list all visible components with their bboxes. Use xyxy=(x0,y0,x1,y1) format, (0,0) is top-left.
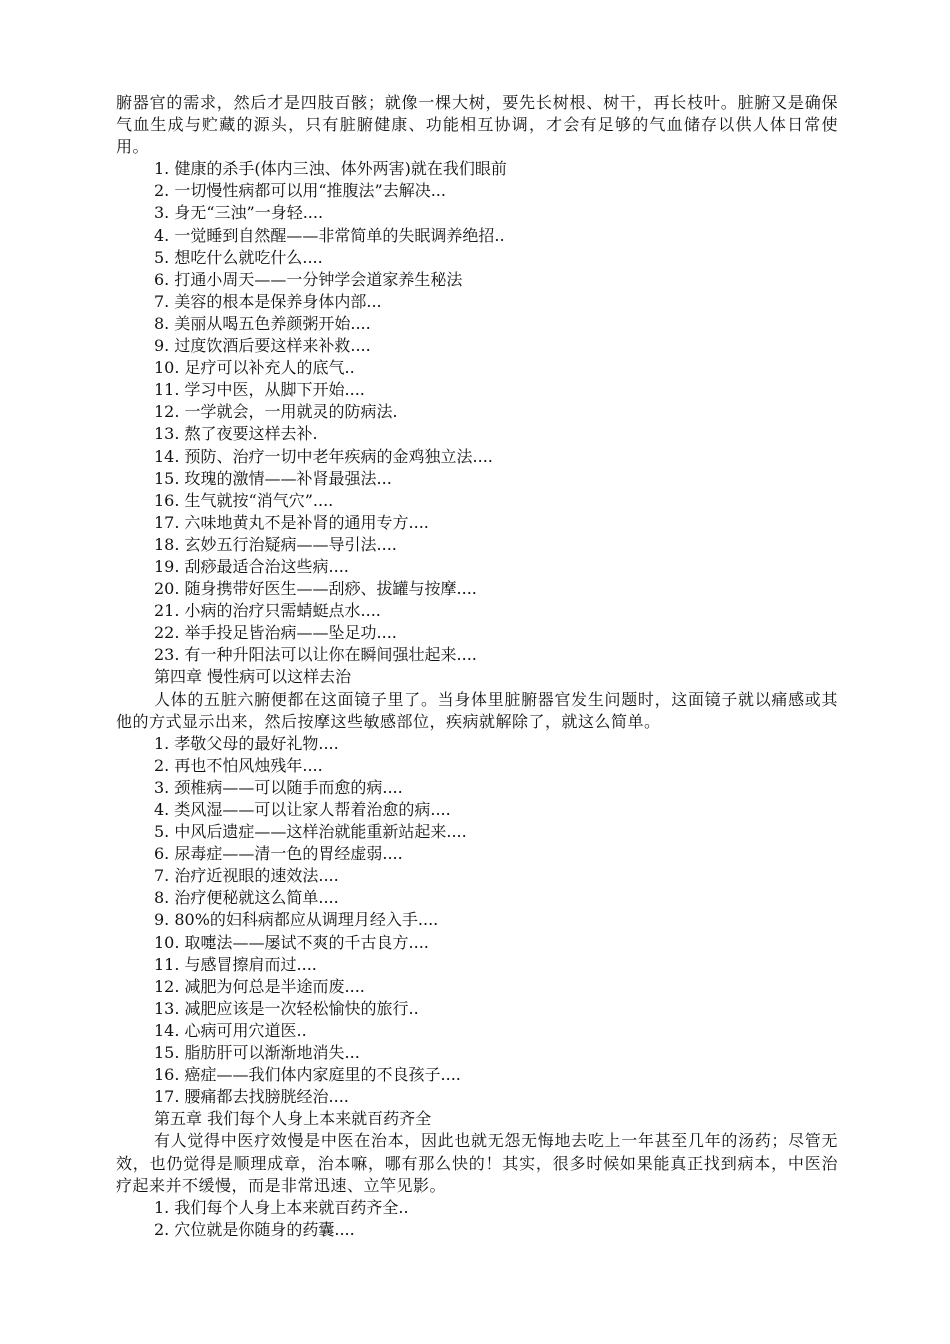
item-number: 5. xyxy=(154,247,170,267)
item-text: 熬了夜要这样去补. xyxy=(184,424,318,444)
item-text: 腰痛都去找膀胱经治.... xyxy=(184,1087,349,1107)
item-text: 取嚏法——屡试不爽的千古良方.... xyxy=(184,932,429,952)
item-text: 美容的根本是保养身体内部... xyxy=(174,291,382,311)
item-number: 10. xyxy=(154,932,180,952)
item-text: 小病的治疗只需蜻蜓点水.... xyxy=(184,601,381,621)
item-text: 刮痧最适合治这些病.... xyxy=(184,556,349,576)
item-text: 学习中医，从脚下开始.... xyxy=(184,380,365,400)
list-item xyxy=(116,446,838,468)
list-item xyxy=(116,379,838,401)
list-item xyxy=(116,622,838,644)
item-number: 20. xyxy=(154,579,180,599)
item-number: 13. xyxy=(154,998,180,1018)
item-number: 14. xyxy=(154,1020,180,1040)
list-item xyxy=(116,512,838,534)
item-text: 中风后遗症——这样治就能重新站起来.... xyxy=(174,822,467,842)
item-text: 举手投足皆治病——坠足功.... xyxy=(184,623,397,643)
item-number: 11. xyxy=(154,954,180,974)
item-text: 健康的杀手(体内三浊、体外两害)就在我们眼前 xyxy=(174,159,507,179)
list-item xyxy=(116,998,838,1020)
item-number: 5. xyxy=(154,822,170,842)
item-number: 6. xyxy=(154,269,170,289)
list-item xyxy=(116,932,838,954)
item-text: 治疗便秘就这么简单.... xyxy=(174,888,339,908)
item-number: 17. xyxy=(154,1087,180,1107)
list-item xyxy=(116,247,838,269)
item-number: 3. xyxy=(154,777,170,797)
item-number: 1. xyxy=(154,733,170,753)
item-number: 3. xyxy=(154,203,170,223)
item-number: 17. xyxy=(154,512,180,532)
item-text: 想吃什么就吃什么.... xyxy=(174,247,323,267)
list-item xyxy=(116,1197,838,1219)
item-text: 有一种升阳法可以让你在瞬间强壮起来.... xyxy=(184,645,477,665)
item-text: 再也不怕风烛残年.... xyxy=(174,755,323,775)
list-item xyxy=(116,909,838,931)
list-item xyxy=(116,490,838,512)
item-text: 颈椎病——可以随手而愈的病.... xyxy=(174,777,403,797)
item-text: 随身携带好医生——刮痧、拔罐与按摩.... xyxy=(184,579,477,599)
list-item xyxy=(116,1064,838,1086)
intro-paragraph: 腑器官的需求，然后才是四肢百骸；就像一棵大树，要先长树根、树干，再长枝叶。脏腑又是确保气血生成与贮藏的源头，只有脏腑健康、功能相互协调，才会有足够的气血储存以供人体日常使用。 xyxy=(116,93,838,157)
item-number: 4. xyxy=(154,225,170,245)
item-number: 15. xyxy=(154,468,180,488)
list-item xyxy=(116,202,838,224)
list-item xyxy=(116,291,838,313)
list-item xyxy=(116,556,838,578)
item-text: 玄妙五行治疑病——导引法.... xyxy=(184,534,397,554)
item-text: 孝敬父母的最好礼物.... xyxy=(174,733,339,753)
item-text: 一学就会，一用就灵的防病法. xyxy=(184,402,398,422)
chapter5-heading: 第五章 我们每个人身上本来就百药齐全 xyxy=(154,1109,432,1129)
list-item xyxy=(116,225,838,247)
item-text: 美丽从喝五色养颜粥开始.... xyxy=(174,313,371,333)
item-number: 1. xyxy=(154,1197,170,1217)
item-number: 15. xyxy=(154,1043,180,1063)
item-text: 生气就按“消气穴”.... xyxy=(184,490,334,510)
list-item xyxy=(116,313,838,335)
item-number: 8. xyxy=(154,888,170,908)
list-item xyxy=(116,799,838,821)
item-number: 16. xyxy=(154,490,180,510)
list-item xyxy=(116,357,838,379)
list-item xyxy=(116,534,838,556)
item-number: 2. xyxy=(154,181,170,201)
item-number: 11. xyxy=(154,380,180,400)
item-text: 一切慢性病都可以用“推腹法”去解决... xyxy=(174,181,446,201)
list-item xyxy=(116,269,838,291)
list-item xyxy=(116,1086,838,1108)
item-number: 21. xyxy=(154,601,180,621)
list-item xyxy=(116,423,838,445)
item-number: 23. xyxy=(154,645,180,665)
item-text: 足疗可以补充人的底气.. xyxy=(184,358,355,378)
item-text: 减肥应该是一次轻松愉快的旅行.. xyxy=(184,998,419,1018)
item-text: 过度饮酒后要这样来补救.... xyxy=(174,336,371,356)
item-number: 2. xyxy=(154,755,170,775)
item-number: 18. xyxy=(154,534,180,554)
item-number: 1. xyxy=(154,159,170,179)
list-item xyxy=(116,777,838,799)
list-item xyxy=(116,401,838,423)
item-text: 类风湿——可以让家人帮着治愈的病.... xyxy=(174,800,451,819)
item-number: 13. xyxy=(154,424,180,444)
item-text: 六味地黄丸不是补肾的通用专方.... xyxy=(184,512,429,532)
item-number: 9. xyxy=(154,336,170,356)
item-number: 7. xyxy=(154,866,170,886)
item-number: 7. xyxy=(154,291,170,311)
list-item xyxy=(116,158,838,180)
item-number: 12. xyxy=(154,976,180,996)
item-number: 9. xyxy=(154,910,170,930)
item-text: 一觉睡到自然醒——非常简单的失眠调养绝招.. xyxy=(174,225,505,245)
list-item xyxy=(116,180,838,202)
list-item xyxy=(116,821,838,843)
item-text: 脂肪肝可以渐渐地消失... xyxy=(184,1043,360,1063)
list-item xyxy=(116,865,838,887)
list-item xyxy=(116,887,838,909)
item-text: 打通小周天——一分钟学会道家养生秘法 xyxy=(174,269,463,289)
item-text: 80%的妇科病都应从调理月经入手.... xyxy=(174,910,439,930)
item-text: 尿毒症——清一色的胃经虚弱.... xyxy=(174,844,403,864)
list-item xyxy=(116,1042,838,1064)
list-item xyxy=(116,1020,838,1042)
item-text: 心病可用穴道医.. xyxy=(184,1020,307,1040)
list-item xyxy=(116,954,838,976)
item-number: 22. xyxy=(154,623,180,643)
item-text: 与感冒擦肩而过.... xyxy=(184,954,317,974)
item-number: 8. xyxy=(154,313,170,333)
item-text: 玫瑰的激情——补肾最强法... xyxy=(184,468,392,488)
list-item xyxy=(116,976,838,998)
item-number: 4. xyxy=(154,800,170,819)
list-item xyxy=(116,468,838,490)
list-item xyxy=(116,578,838,600)
list-item xyxy=(116,335,838,357)
item-text: 治疗近视眼的速效法.... xyxy=(174,866,339,886)
chapter5-list xyxy=(116,1197,838,1241)
chapter4-paragraph: 人体的五脏六腑便都在这面镜子里了。当身体里脏腑器官发生问题时，这面镜子就以痛感或其他的方式显示出来，然后按摩这些敏感部位，疾病就解除了，就这么简单。 xyxy=(116,689,838,731)
list-item xyxy=(116,600,838,622)
list-item xyxy=(116,755,838,777)
item-number: 14. xyxy=(154,446,180,466)
item-text: 减肥为何总是半途而废.... xyxy=(184,976,365,996)
chapter4-heading: 第四章 慢性病可以这样去治 xyxy=(154,667,352,687)
chapter4-list xyxy=(116,733,838,1109)
item-text: 身无“三浊”一身轻.... xyxy=(174,203,324,223)
item-text: 癌症——我们体内家庭里的不良孩子.... xyxy=(184,1065,461,1085)
list-item xyxy=(116,733,838,755)
item-number: 12. xyxy=(154,402,180,422)
item-number: 16. xyxy=(154,1065,180,1085)
item-text: 我们每个人身上本来就百药齐全.. xyxy=(174,1197,409,1217)
item-text: 预防、治疗一切中老年疾病的金鸡独立法.... xyxy=(184,446,493,466)
list-item xyxy=(116,1219,838,1241)
item-number: 2. xyxy=(154,1219,170,1239)
chapter3-list xyxy=(116,158,838,666)
list-item xyxy=(116,644,838,666)
item-number: 19. xyxy=(154,556,180,576)
list-item xyxy=(116,843,838,865)
chapter5-paragraph: 有人觉得中医疗效慢是中医在治本，因此也就无怨无悔地去吃上一年甚至几年的汤药；尽管无效，也仍觉得是顺理成章，治本嘛，哪有那么快的！其实，很多时候如果能真正找到病本，中医治疗起来并不缓慢，而是非常迅速、立竿见影。 xyxy=(116,1131,838,1195)
item-text: 穴位就是你随身的药囊.... xyxy=(174,1219,355,1239)
item-number: 10. xyxy=(154,358,180,378)
item-number: 6. xyxy=(154,844,170,864)
